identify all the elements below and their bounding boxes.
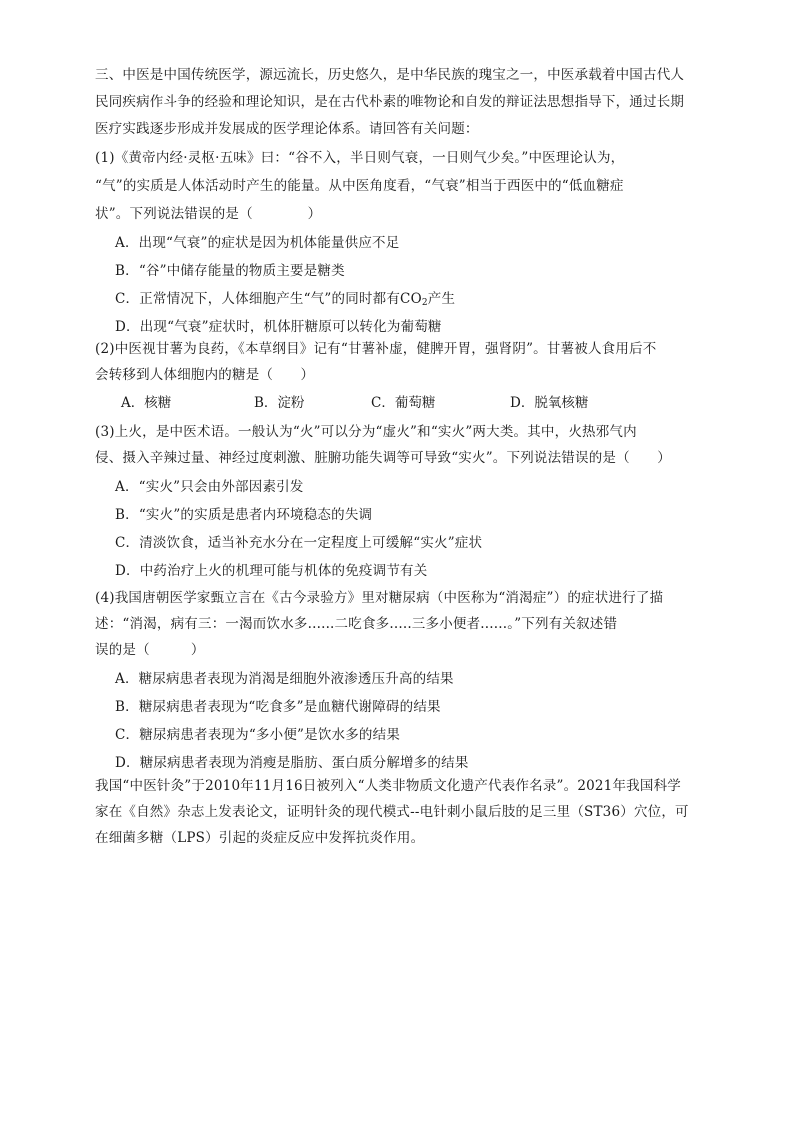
q2-option-d: D．脱氧核糖	[510, 395, 589, 411]
co2-subscript: 2	[421, 298, 428, 308]
q3-option-c: C．清淡饮食，适当补充水分在一定程度上可缓解“实火”症状	[115, 535, 483, 551]
q3-option-d: D．中药治疗上火的机理可能与机体的免疫调节有关	[115, 563, 428, 579]
q2-stem-line-2: 会转移到人体细胞内的糖是（ ）	[95, 367, 315, 383]
q1-stem-line-2: “气”的实质是人体活动时产生的能量。从中医角度看，“气衰”相当于西医中的“低血糖症	[95, 178, 624, 194]
q2-option-c: C．葡萄糖	[371, 395, 436, 411]
closing-line-2: 家在《自然》杂志上发表论文，证明针灸的现代模式--电针刺小鼠后肢的足三里（ST36）穴位，可	[95, 804, 689, 820]
q4-stem-line-3: 误的是（ ）	[95, 642, 205, 658]
co2-formula: CO	[400, 291, 422, 307]
intro-line-1: 三、中医是中国传统医学，源远流长，历史悠久，是中华民族的瑰宝之一，中医承载着中国古代人	[95, 67, 685, 83]
q3-stem-line-2: 侵、摄入辛辣过量、神经过度刺激、脏腑功能失调等可导致“实火”。下列说法错误的是（ ）	[95, 450, 671, 466]
q1-stem-line-3: 状”。下列说法错误的是（ ）	[95, 206, 322, 222]
q1-stem-line-1: (1)《黄帝内经·灵枢·五味》曰：“谷不入，半日则气衰，一日则气少矣。”中医理论认为，	[95, 150, 625, 166]
q4-stem-line-2: 述：“消渴，病有三：一渴而饮水多......二吃食多.....三多小便者......。”下列有关叙述错	[95, 616, 618, 632]
q4-option-d: D．糖尿病患者表现为消瘦是脂肪、蛋白质分解增多的结果	[115, 755, 469, 771]
q1-option-c-text: C．正常情况下，人体细胞产生“气”的同时都有	[115, 291, 401, 307]
q4-stem-line-1: (4)我国唐朝医学家甄立言在《古今录验方》里对糖尿病（中医称为“消渴症”）的症状进行了描	[95, 590, 664, 606]
q4-option-b: B．糖尿病患者表现为“吃食多”是血糖代谢障碍的结果	[115, 699, 441, 715]
q4-option-a: A．糖尿病患者表现为消渴是细胞外液渗透压升高的结果	[115, 671, 454, 687]
intro-line-2: 民同疾病作斗争的经验和理论知识，是在古代朴素的唯物论和自发的辩证法思想指导下，通过长期	[95, 94, 685, 110]
q2-option-b: B．淀粉	[254, 395, 305, 411]
closing-line-3: 在细菌多糖（LPS）引起的炎症反应中发挥抗炎作用。	[95, 830, 425, 846]
q1-option-d: D．出现“气衰”症状时，机体肝糖原可以转化为葡萄糖	[115, 319, 442, 335]
q1-option-a: A．出现“气衰”的症状是因为机体能量供应不足	[115, 235, 400, 251]
q2-stem-line-1: (2)中医视甘薯为良药，《本草纲目》记有“甘薯补虚，健脾开胃，强肾阴”。甘薯被人食用后不	[95, 341, 657, 357]
q1-option-c	[115, 290, 455, 312]
closing-line-1: 我国“中医针灸”于2010年11月16日被列入“人类非物质文化遗产代表作名录”。2021年我国科学	[95, 778, 681, 794]
q3-option-b: B．“实火”的实质是患者内环境稳态的失调	[115, 507, 373, 523]
q1-option-c-tail: 产生	[427, 291, 456, 307]
q4-option-c: C．糖尿病患者表现为“多小便”是饮水多的结果	[115, 727, 401, 743]
q3-stem-line-1: (3)上火，是中医术语。一般认为“火”可以分为“虚火”和“实火”两大类。其中，火热邪气内	[95, 424, 637, 440]
q2-options-row	[0, 394, 794, 412]
intro-line-3: 医疗实践逐步形成并发展成的医学理论体系。请回答有关问题：	[95, 121, 479, 137]
q3-option-a: A．“实火”只会由外部因素引发	[115, 479, 304, 495]
q1-option-b: B．“谷”中储存能量的物质主要是糖类	[115, 263, 345, 279]
q2-option-a: A．核糖	[121, 395, 172, 411]
